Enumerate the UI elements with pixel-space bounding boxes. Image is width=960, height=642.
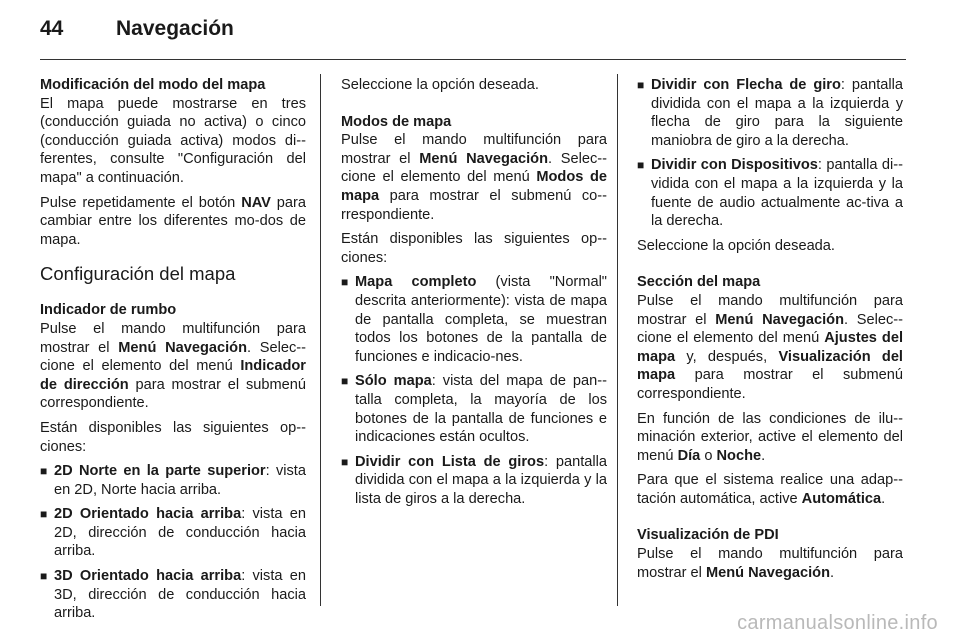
paragraph: En función de las condiciones de ilu-minación exterior, active el elemento del menú Día o Noche. — [637, 410, 903, 464]
page-number: 44 — [40, 17, 64, 40]
square-bullet-icon: ■ — [40, 507, 48, 522]
header-rule — [40, 59, 906, 60]
paragraph: Pulse el mando multifunción para mostrar el Menú Navegación. — [637, 546, 903, 581]
square-bullet-icon: ■ — [40, 464, 48, 479]
list-item: ■ 2D Norte en la parte superior: vista en 2D, Norte hacia arriba. — [40, 463, 306, 498]
list-item: ■ Dividir con Lista de giros: pantalla dividida con el mapa a la izquierda y la lista de giros a la derecha. — [341, 453, 607, 507]
section-title-map-mode-change: Modificación del modo del mapa — [40, 77, 266, 93]
section-title-poi-display: Visualización de PDI — [637, 527, 779, 544]
column-2 — [341, 76, 607, 514]
list-item: ■ 3D Orientado hacia arriba: vista en 3D, dirección de conducción hacia arriba. — [40, 568, 306, 622]
square-bullet-icon: ■ — [341, 454, 349, 469]
column-3 — [637, 76, 903, 588]
list-item: ■ Dividir con Flecha de giro: pantalla dividida con el mapa a la izquierda y flecha de giro para la siguiente maniobra de giro a la derecha. — [637, 77, 903, 149]
section-title-map-section: Sección del mapa — [637, 274, 761, 291]
section-title-map-modes: Modos de mapa — [341, 113, 452, 130]
paragraph: Para que el sistema realice una adap-tación automática, active Automática. — [637, 472, 903, 507]
square-bullet-icon: ■ — [637, 78, 645, 92]
list-item: ■ Dividir con Dispositivos: pantalla di-vidida con el mapa a la izquierda y la fuente de audio actualmente ac-tiva a la derecha. — [637, 157, 903, 230]
section-title-heading-indicator: Indicador de rumbo — [40, 302, 177, 319]
page-header — [40, 17, 906, 51]
column-divider-2 — [617, 74, 618, 606]
paragraph: Pulse el mando multifunción para mostrar el Menú Navegación. Selec-cione el elemento del menú Modos de mapa para mostrar el submenú co-rrespondiente. — [341, 132, 607, 223]
paragraph: Pulse el mando multifunción para mostrar el Menú Navegación. Selec-cione el elemento del menú Indicador de dirección para mostrar el submenú correspondiente. — [40, 320, 306, 412]
paragraph: Están disponibles las siguientes op-ciones: — [40, 419, 306, 455]
square-bullet-icon: ■ — [341, 374, 349, 389]
chapter-title: Navegación — [116, 17, 234, 40]
list-item: ■ Sólo mapa: vista del mapa de pan-talla completa, la mayoría de los botones de la pantalla de funciones e indicaciones están ocultos. — [341, 373, 608, 446]
square-bullet-icon: ■ — [341, 275, 349, 290]
column-1 — [40, 76, 306, 629]
paragraph: Pulse el mando multifunción para mostrar el Menú Navegación. Selec-cione el elemento del menú Ajustes del mapa y, después, Visualización del mapa para mostrar el submenú correspondiente. — [637, 292, 903, 402]
list-item: ■ Mapa completo (vista "Normal" descrita anteriormente): vista de mapa de pantalla completa, se muestran todos los botones de la pantalla de funciones e indicacio-nes. — [341, 274, 607, 365]
square-bullet-icon: ■ — [40, 569, 48, 584]
paragraph: Seleccione la opción deseada. — [341, 77, 539, 93]
paragraph: El mapa puede mostrarse en tres (conducción guiada no activa) o cinco (conducción guiada activa) modos di-ferentes, consulte "Configuración del mapa" a continuación. — [40, 95, 306, 186]
paragraph: Están disponibles las siguientes op-ciones: — [341, 231, 607, 266]
column-divider-1 — [320, 74, 321, 606]
paragraph: Pulse repetidamente el botón NAV para cambiar entre los diferentes mo-dos de mapa. — [40, 194, 307, 248]
paragraph: Seleccione la opción deseada. — [637, 237, 835, 254]
square-bullet-icon: ■ — [637, 158, 645, 173]
section-heading-map-config: Configuración del mapa — [40, 263, 236, 285]
list-item: ■ 2D Orientado hacia arriba: vista en 2D, dirección de conducción hacia arriba. — [40, 506, 306, 560]
watermark: carmanualsonline.info — [737, 612, 938, 634]
